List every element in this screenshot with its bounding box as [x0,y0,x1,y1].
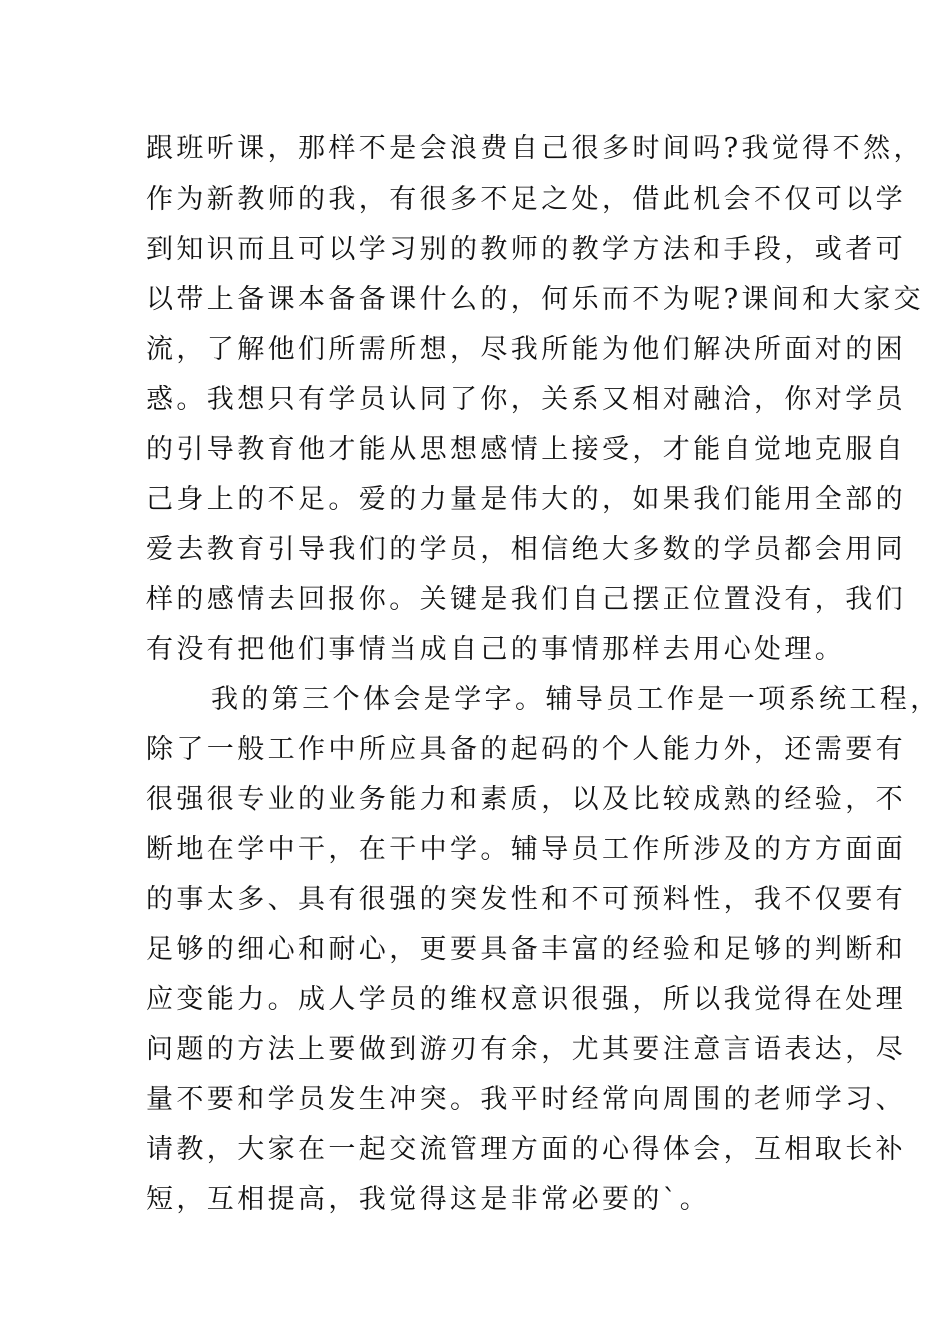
text-line: 样的感情去回报你。关键是我们自己摆正位置没有，我们 [146,584,906,615]
text-line: 作为新教师的我，有很多不足之处，借此机会不仅可以学 [146,184,906,215]
text-line: 惑。我想只有学员认同了你，关系又相对融洽，你对学员 [146,384,906,415]
text-line: 跟班听课，那样不是会浪费自己很多时间吗?我觉得不然， [146,133,924,164]
text-line: 有没有把他们事情当成自己的事情那样去用心处理。 [146,634,846,665]
text-line: 以带上备课本备备课什么的，何乐而不为呢?课间和大家交 [146,284,924,315]
text-line: 己身上的不足。爱的力量是伟大的，如果我们能用全部的 [146,484,906,515]
paragraph-first-line: 我的第三个体会是学字。辅导员工作是一项系统工程， [211,684,941,715]
text-line: 流，了解他们所需所想，尽我所能为他们解决所面对的困 [146,334,906,365]
text-line: 除了一般工作中所应具备的起码的个人能力外，还需要有 [146,734,906,765]
text-line: 很强很专业的业务能力和素质，以及比较成熟的经验，不 [146,784,906,815]
text-line: 短，互相提高，我觉得这是非常必要的`。 [146,1184,711,1215]
text-line: 量不要和学员发生冲突。我平时经常向周围的老师学习、 [146,1084,906,1115]
text-line: 的引导教育他才能从思想感情上接受，才能自觉地克服自 [146,434,906,465]
text-line: 足够的细心和耐心，更要具备丰富的经验和足够的判断和 [146,934,906,965]
text-line: 应变能力。成人学员的维权意识很强，所以我觉得在处理 [146,984,906,1015]
text-line: 断地在学中干，在干中学。辅导员工作所涉及的方方面面 [146,834,906,865]
text-line: 到知识而且可以学习别的教师的教学方法和手段，或者可 [146,234,906,265]
text-line: 爱去教育引导我们的学员，相信绝大多数的学员都会用同 [146,534,906,565]
text-line: 的事太多、具有很强的突发性和不可预料性，我不仅要有 [146,884,906,915]
text-line: 问题的方法上要做到游刃有余，尤其要注意言语表达，尽 [146,1034,906,1065]
text-line: 请教，大家在一起交流管理方面的心得体会，互相取长补 [146,1134,906,1165]
